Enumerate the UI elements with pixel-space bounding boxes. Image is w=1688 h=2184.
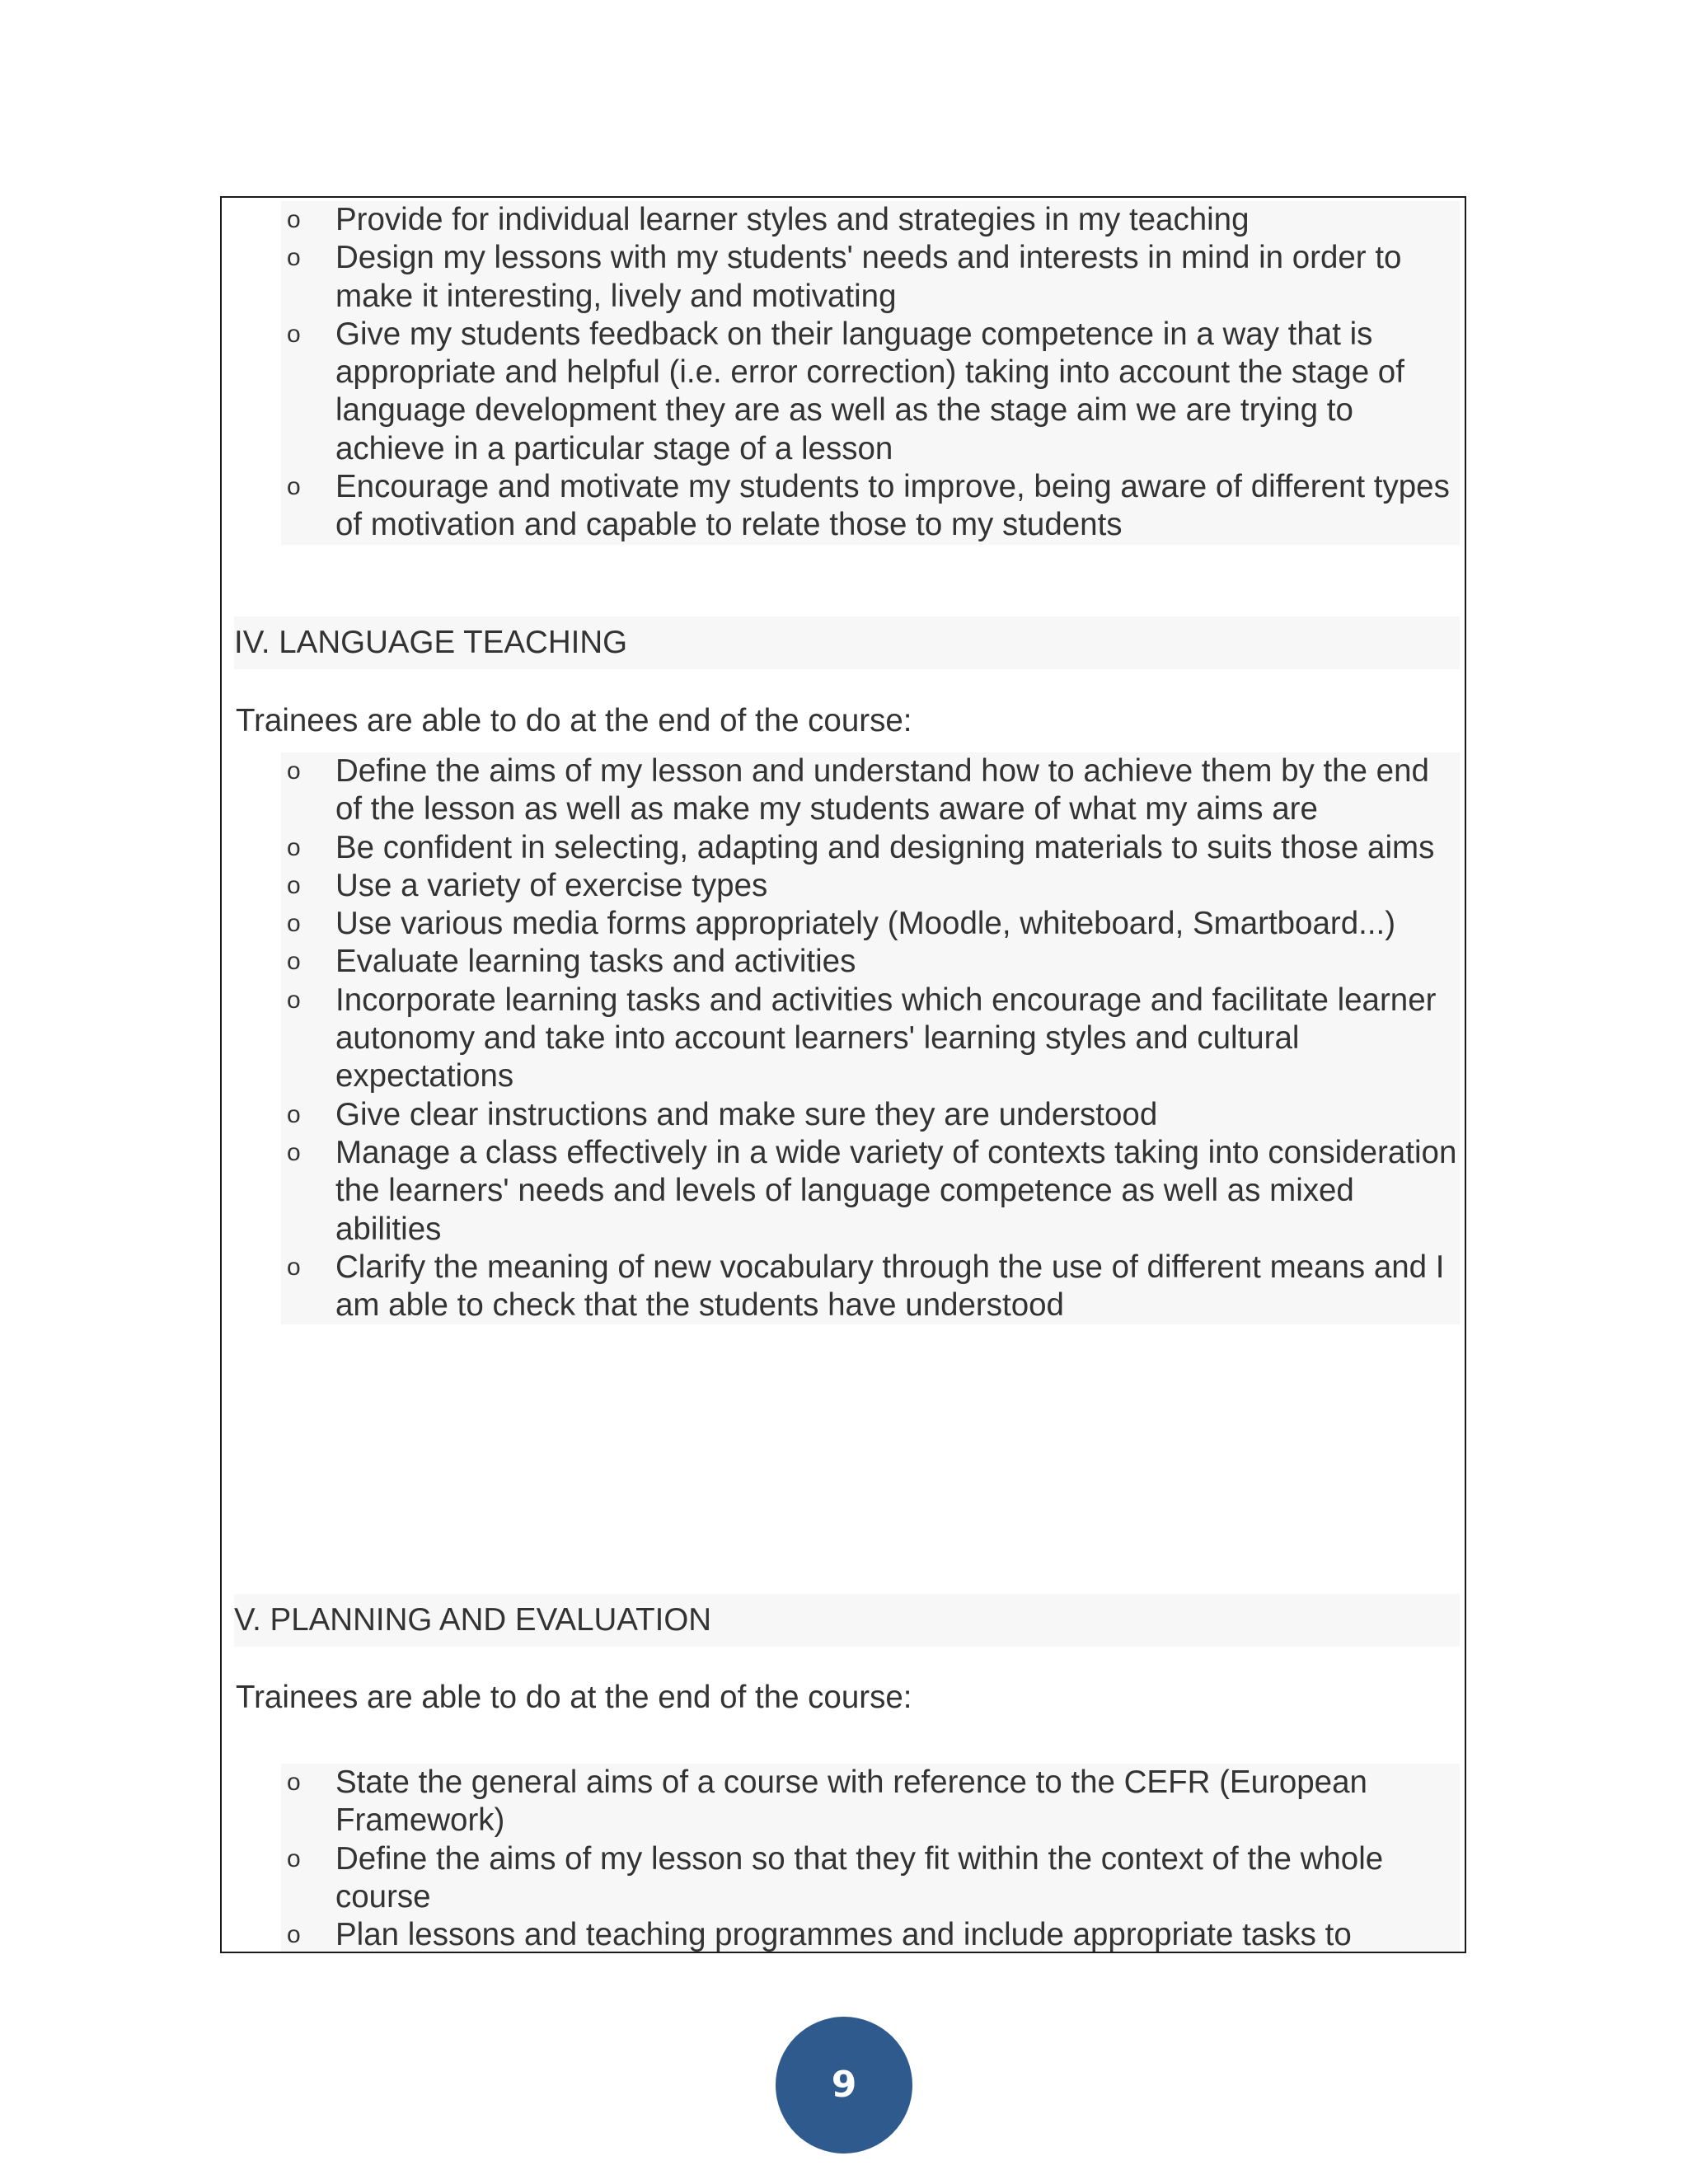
section3-list [281,201,1460,545]
bullet-icon: o [287,910,301,938]
page-number-badge: 9 [776,2017,912,2154]
section5-list [281,1764,1460,1953]
section4-intro: Trainees are able to do at the end of the course: [236,703,912,738]
bullet-icon: o [287,1100,301,1128]
list-item: o State the general aims of a course with reference to the CEFR (European Framework) [287,1765,1367,1839]
section4-list [281,752,1460,1324]
list-item: o Clarify the meaning of new vocabulary through the use of different means and I am able to check that the students have understood [287,1249,1445,1324]
section4-heading: IV. LANGUAGE TEACHING [234,616,1460,669]
list-item: o Provide for individual learner styles and strategies in my teaching [281,201,1460,239]
section5-intro: Trainees are able to do at the end of the course: [236,1680,912,1715]
bullet-icon: o [287,1138,301,1166]
list-item: o Define the aims of my lesson so that they fit within the context of the whole course [287,1840,1384,1915]
bullet-icon: o [287,1844,301,1872]
list-item: o Define the aims of my lesson and understand how to achieve them by the end of the lesson as well as make my students aware of what my aims are [287,753,1429,827]
list-item: o Use a variety of exercise types [281,867,1460,905]
bullet-icon: o [287,1921,301,1949]
content-frame [220,196,1466,1953]
bullet-icon: o [287,1769,301,1796]
bullet-icon: o [287,948,301,976]
bullet-icon: o [287,986,301,1014]
list-item: o Incorporate learning tasks and activities which encourage and facilitate learner autonomy and take into account learners' learning styles and cultural expectations [287,982,1437,1094]
bullet-icon: o [287,833,301,861]
bullet-icon: o [287,871,301,899]
bullet-icon: o [287,757,301,785]
list-item: o Plan lessons and teaching programmes and include appropriate tasks to [281,1916,1460,1953]
list-item: o Encourage and motivate my students to improve, being aware of different types of motivation and capable to relate those to my students [287,469,1450,543]
list-item: o Use various media forms appropriately (Moodle, whiteboard, Smartboard...) [281,905,1460,943]
bullet-icon: o [287,206,301,233]
list-item: o Be confident in selecting, adapting and designing materials to suits those aims [281,829,1460,867]
bullet-icon: o [287,1253,301,1281]
list-item: o Manage a class effectively in a wide variety of contexts taking into consideration the learners' needs and levels of language competence as well as mixed abilities [287,1134,1457,1247]
list-item: o Design my lessons with my students' needs and interests in mind in order to make it interesting, lively and motivating [287,240,1402,314]
bullet-icon: o [287,320,301,348]
list-item: o Give clear instructions and make sure they are understood [281,1096,1460,1134]
bullet-icon: o [287,473,301,501]
list-item: o Evaluate learning tasks and activities [281,943,1460,981]
list-item: o Give my students feedback on their language competence in a way that is appropriate and helpful (i.e. error correction) taking into account the stage of language development they are as well as the stage aim we are trying to achieve in a particular stage of a lesson [287,316,1404,466]
bullet-icon: o [287,244,301,272]
section5-heading: V. PLANNING AND EVALUATION [234,1594,1460,1647]
